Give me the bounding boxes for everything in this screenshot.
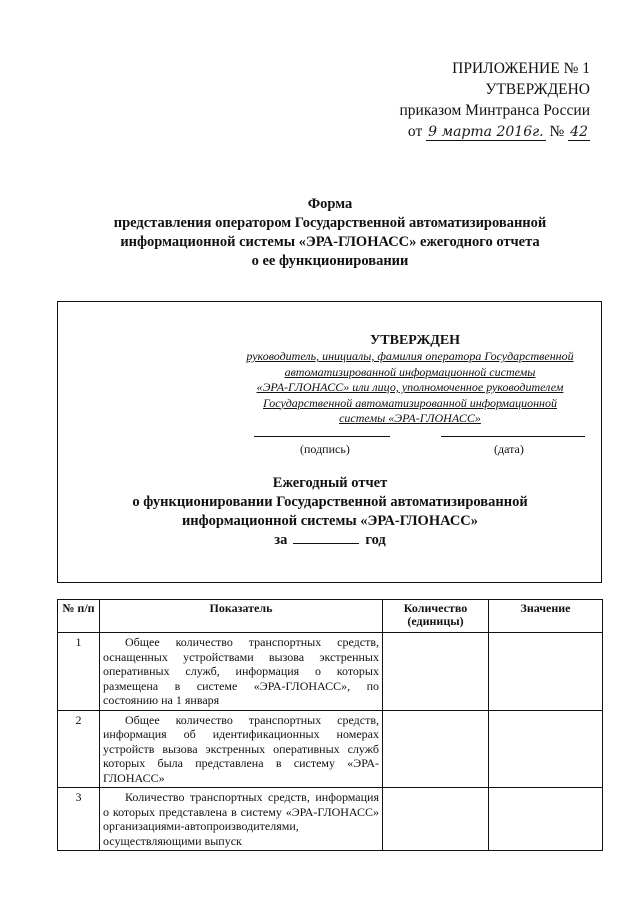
row-value bbox=[489, 633, 603, 711]
approver-line: системы «ЭРА-ГЛОНАСС» bbox=[339, 411, 481, 425]
header-value: Значение bbox=[489, 600, 603, 633]
report-title-line: о функционировании Государственной автоматизированной bbox=[132, 494, 528, 510]
form-title-line: информационной системы «ЭРА-ГЛОНАСС» ежегодного отчета bbox=[120, 234, 540, 250]
za-label: за bbox=[274, 532, 288, 548]
from-label: от bbox=[407, 123, 423, 140]
table-row bbox=[58, 710, 603, 788]
form-title-line: Форма bbox=[307, 196, 353, 212]
table-row bbox=[58, 788, 603, 851]
row-quantity bbox=[383, 788, 489, 851]
row-value bbox=[489, 788, 603, 851]
row-number: 3 bbox=[58, 788, 100, 851]
row-indicator: Количество транспортных средств, информация о которых представлена в систему «ЭРА-ГЛОНАСС» организациями-автопроизводителями, осуществляющими выпуск bbox=[100, 788, 383, 851]
handwritten-number: 42 bbox=[570, 124, 588, 140]
header-quantity: Количество (единицы) bbox=[383, 600, 489, 633]
appendix-number: ПРИЛОЖЕНИЕ № 1 bbox=[452, 60, 590, 77]
row-quantity bbox=[383, 710, 489, 788]
row-indicator: Общее количество транспортных средств, оснащенных устройствами вызова экстренных оперативных служб, информация о которых размещена в системе «ЭРА-ГЛОНАСС», по состоянию на 1 января bbox=[100, 633, 383, 711]
report-title-line: информационной системы «ЭРА-ГЛОНАСС» bbox=[181, 513, 479, 529]
appendix-header bbox=[330, 58, 590, 143]
god-label: год bbox=[365, 532, 386, 548]
order-date-line bbox=[330, 121, 590, 143]
table-header-row bbox=[58, 600, 603, 633]
year-blank bbox=[293, 531, 359, 544]
order-label: приказом Минтранса России bbox=[399, 102, 590, 119]
approved-title: УТВЕРЖДЕН bbox=[370, 333, 461, 348]
form-title bbox=[70, 195, 590, 271]
number-label: № bbox=[549, 123, 565, 140]
report-table bbox=[57, 599, 603, 851]
handwritten-date: 9 марта 2016г. bbox=[428, 124, 544, 140]
report-year-line bbox=[80, 531, 580, 550]
approver-line: автоматизированной информационной системы bbox=[284, 364, 536, 379]
signature-line bbox=[254, 436, 390, 437]
date-line bbox=[441, 436, 585, 437]
header-indicator: Показатель bbox=[100, 600, 383, 633]
report-title bbox=[80, 474, 580, 550]
approver-line: «ЭРА-ГЛОНАСС» или лицо, уполномоченное руководителем bbox=[256, 380, 564, 394]
signature-label: (подпись) bbox=[300, 442, 350, 456]
date-label: (дата) bbox=[494, 442, 524, 456]
form-title-line: о ее функционировании bbox=[251, 253, 409, 269]
approver-line: руководитель, инициалы, фамилия оператора Государственной bbox=[246, 349, 574, 363]
approver-description bbox=[225, 349, 595, 427]
approved-label: УТВЕРЖДЕНО bbox=[485, 81, 590, 98]
row-number: 2 bbox=[58, 710, 100, 788]
form-title-line: представления оператором Государственной автоматизированной bbox=[113, 215, 547, 231]
header-number: № п/п bbox=[58, 600, 100, 633]
row-quantity bbox=[383, 633, 489, 711]
table-row bbox=[58, 633, 603, 711]
row-number: 1 bbox=[58, 633, 100, 711]
report-title-line: Ежегодный отчет bbox=[272, 475, 388, 491]
approver-line: Государственной автоматизированной информационной bbox=[263, 395, 557, 410]
row-value bbox=[489, 710, 603, 788]
row-indicator: Общее количество транспортных средств, информация об идентификационных номерах устройств вызова экстренных оперативных служб которых была представлена в систему «ЭРА-ГЛОНАСС» bbox=[100, 710, 383, 788]
